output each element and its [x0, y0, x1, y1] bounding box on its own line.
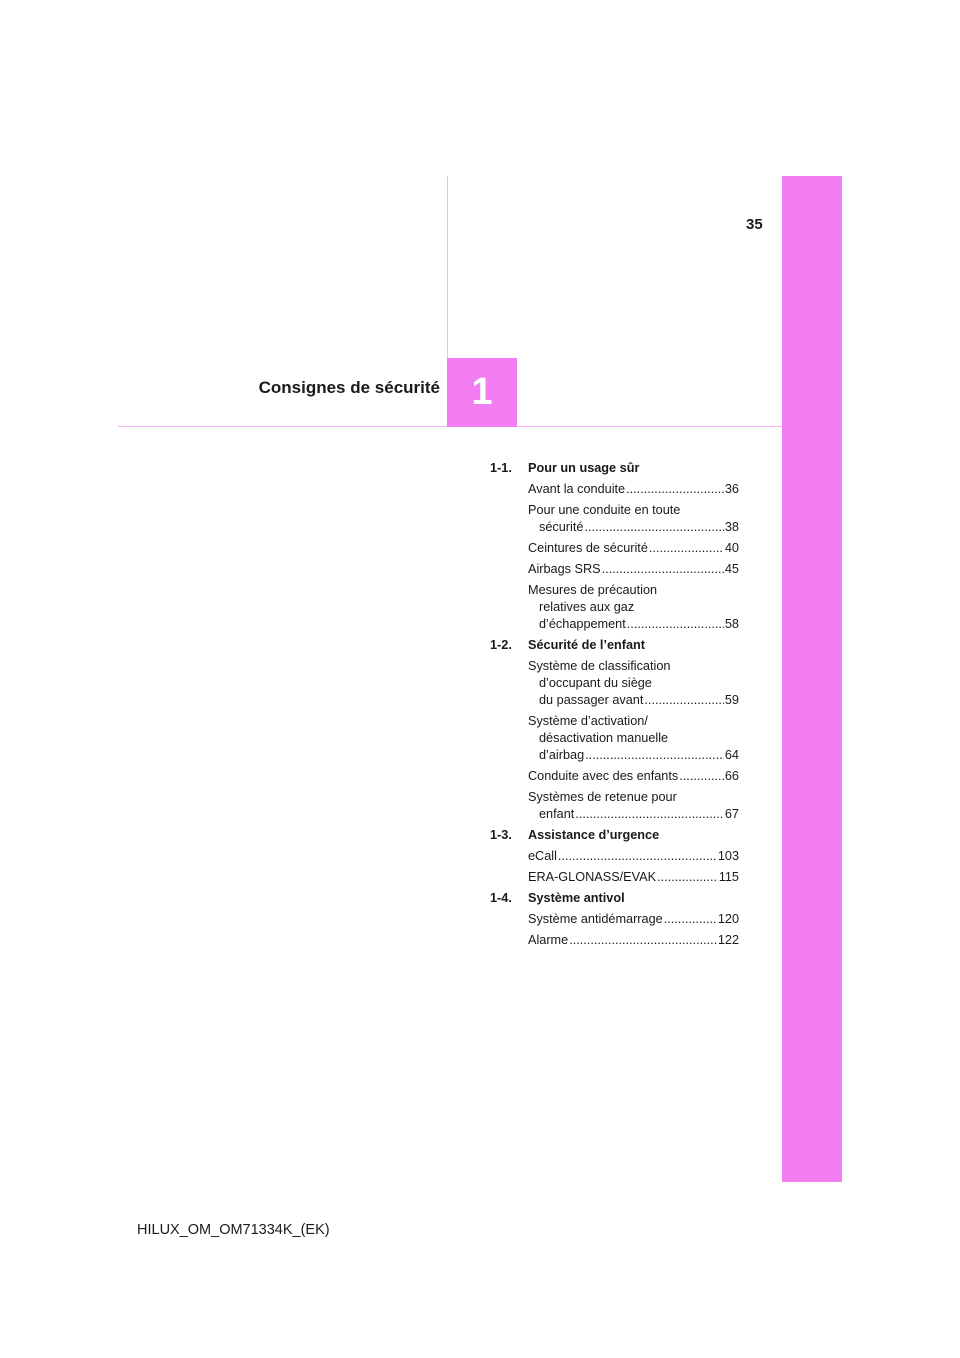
toc-page-number: 115: [718, 870, 739, 884]
toc-page-number: 59: [724, 693, 739, 707]
chapter-thumb-tab: [782, 176, 842, 1182]
dot-leader: [657, 869, 718, 886]
toc-section-heading[interactable]: [490, 827, 739, 844]
toc-entry-text: Airbags SRS: [528, 562, 601, 576]
toc-entry-text: Ceintures de sécurité: [528, 541, 648, 555]
toc-entry[interactable]: [528, 848, 739, 865]
toc-entry[interactable]: [528, 540, 739, 557]
dot-leader: [602, 561, 724, 578]
toc-page-number: 103: [717, 849, 739, 863]
toc-entry-text: Alarme: [528, 933, 569, 947]
toc-section-title: Sécurité de l’enfant: [528, 638, 646, 652]
toc-page-number: 122: [717, 933, 739, 947]
toc-section-heading[interactable]: [490, 637, 739, 654]
toc-entry-text: Mesures de précaution: [528, 583, 658, 597]
toc-entry-text: relatives aux gaz: [539, 600, 635, 614]
toc-page-number: 67: [724, 807, 739, 821]
dot-leader: [644, 692, 723, 709]
dot-leader: [575, 806, 724, 823]
toc-entry-text: Pour une conduite en toute: [528, 503, 681, 517]
page-number: 35: [746, 216, 763, 233]
toc-page-number: 45: [724, 562, 739, 576]
dot-leader: [649, 540, 724, 557]
toc-entry[interactable]: [528, 932, 739, 949]
dot-leader: [626, 481, 724, 498]
document-code: HILUX_OM_OM71334K_(EK): [137, 1222, 330, 1238]
toc-section-heading[interactable]: [490, 460, 739, 477]
toc-entry[interactable]: [528, 789, 739, 823]
dot-leader: [679, 768, 724, 785]
toc-entry-text: Système antidémarrage: [528, 912, 663, 926]
toc-entry[interactable]: [528, 658, 739, 709]
toc-entry-text: Système d’activation/: [528, 714, 648, 728]
toc-entry-text: Avant la conduite: [528, 482, 626, 496]
toc-entry-text: du passager avant: [539, 693, 644, 707]
toc-entry[interactable]: [528, 561, 739, 578]
toc-section-title: Pour un usage sûr: [528, 461, 640, 475]
toc-page-number: 38: [724, 520, 739, 534]
dot-leader: [585, 747, 724, 764]
toc-entry[interactable]: [528, 768, 739, 785]
toc-entry-text: Conduite avec des enfants: [528, 769, 679, 783]
toc-section-number: 1-2.: [490, 638, 512, 652]
chapter-number: 1: [471, 371, 493, 413]
dot-leader: [569, 932, 717, 949]
dot-leader: [627, 616, 724, 633]
toc-page-number: 40: [724, 541, 739, 555]
toc-section-title: Système antivol: [528, 891, 625, 905]
toc-entry-text: d’occupant du siège: [539, 676, 652, 690]
toc-entry-text: Systèmes de retenue pour: [528, 790, 677, 804]
toc-entry-text: d’échappement: [539, 617, 626, 631]
toc-section-number: 1-1.: [490, 461, 512, 475]
toc-page-number: 64: [724, 748, 739, 762]
dot-leader: [664, 911, 717, 928]
toc-entry[interactable]: [528, 713, 739, 764]
toc-page-number: 36: [724, 482, 739, 496]
toc-entry-text: eCall: [528, 849, 557, 863]
toc-entry[interactable]: [528, 582, 739, 633]
chapter-number-box: [447, 358, 517, 427]
toc-entry[interactable]: [528, 502, 739, 536]
toc-entry-text: ERA-GLONASS/EVAK: [528, 870, 657, 884]
toc-entry-text: sécurité: [539, 520, 584, 534]
dot-leader: [584, 519, 723, 536]
toc-entry[interactable]: [528, 911, 739, 928]
toc-section-title: Assistance d’urgence: [528, 828, 660, 842]
toc-section-number: 1-3.: [490, 828, 512, 842]
toc-entry[interactable]: [528, 481, 739, 498]
toc-section-number: 1-4.: [490, 891, 512, 905]
toc-entry-text: désactivation manuelle: [539, 731, 669, 745]
toc-page-number: 66: [724, 769, 739, 783]
chapter-title: Consignes de sécurité: [258, 378, 440, 397]
vertical-rule: [447, 176, 448, 358]
toc-page-number: 120: [717, 912, 739, 926]
table-of-contents: [490, 460, 739, 953]
toc-page-number: 58: [724, 617, 739, 631]
toc-entry-text: enfant: [539, 807, 575, 821]
toc-entry[interactable]: [528, 869, 739, 886]
dot-leader: [558, 848, 717, 865]
toc-entry-text: d’airbag: [539, 748, 585, 762]
toc-entry-text: Système de classification: [528, 659, 671, 673]
toc-section-heading[interactable]: [490, 890, 739, 907]
